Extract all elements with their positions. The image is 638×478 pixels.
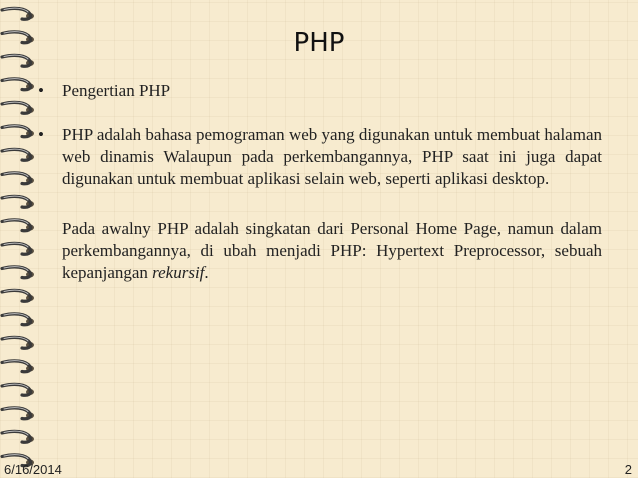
ring-wire	[2, 267, 31, 278]
spiral-ring-icon	[2, 149, 34, 160]
ring-wire	[2, 408, 31, 419]
bullet-marker: •	[38, 81, 44, 100]
ring-wire	[2, 149, 31, 160]
body-paragraph	[62, 212, 602, 284]
spiral-ring-icon	[2, 384, 34, 395]
spiral-ring-icon	[2, 102, 34, 113]
ring-wire	[2, 79, 31, 90]
spiral-ring-icon	[2, 196, 34, 207]
spiral-ring-icon	[2, 8, 34, 19]
ring-wire	[2, 8, 31, 19]
ring-wire	[2, 361, 31, 372]
bullet-text: PHP adalah bahasa pemograman web yang digunakan untuk membuat halaman web dinamis Walaupun pada perkembangannya, PHP saat ini juga dapat digunakan untuk membuat aplikasi selain web, seperti aplikasi desktop.	[62, 125, 602, 188]
ring-wire	[2, 220, 31, 231]
paragraph-emphasis: rekursif	[152, 263, 205, 282]
ring-wire	[2, 384, 31, 395]
ring-wire	[2, 314, 31, 325]
spiral-ring-icon	[2, 361, 34, 372]
bullet-text: Pengertian PHP	[62, 81, 171, 100]
paragraph-end: .	[204, 263, 209, 282]
spiral-ring-icon	[2, 337, 34, 348]
spiral-ring-icon	[2, 408, 34, 419]
spiral-ring-icon	[2, 267, 34, 278]
spiral-ring-icon	[2, 314, 34, 325]
page-number: 2	[624, 462, 632, 477]
ring-wire	[2, 290, 31, 301]
bullet-marker: •	[38, 125, 44, 144]
bullet-item	[38, 124, 602, 190]
spiral-ring-icon	[2, 173, 34, 184]
spiral-ring-icon	[2, 243, 34, 254]
spiral-ring-icon	[2, 79, 34, 90]
ring-wire	[2, 337, 31, 348]
ring-wire	[2, 431, 31, 442]
ring-wire	[2, 196, 31, 207]
bullet-item	[38, 80, 602, 102]
ring-wire	[2, 173, 31, 184]
ring-wire	[2, 102, 31, 113]
spiral-ring-icon	[2, 431, 34, 442]
spiral-ring-icon	[2, 220, 34, 231]
slide-content	[38, 80, 602, 284]
ring-wire	[2, 243, 31, 254]
footer-date: 6/16/2014	[4, 462, 62, 477]
slide-title: PHP	[293, 28, 345, 58]
spiral-ring-icon	[2, 126, 34, 137]
spiral-ring-icon	[2, 290, 34, 301]
paragraph-text: Pada awalny PHP adalah singkatan dari Personal Home Page, namun dalam perkembangannya, di ubah menjadi PHP: Hypertext Preprocessor, sebuah kepanjangan	[62, 219, 602, 282]
ring-wire	[2, 126, 31, 137]
spiral-binding-icon	[0, 0, 44, 478]
